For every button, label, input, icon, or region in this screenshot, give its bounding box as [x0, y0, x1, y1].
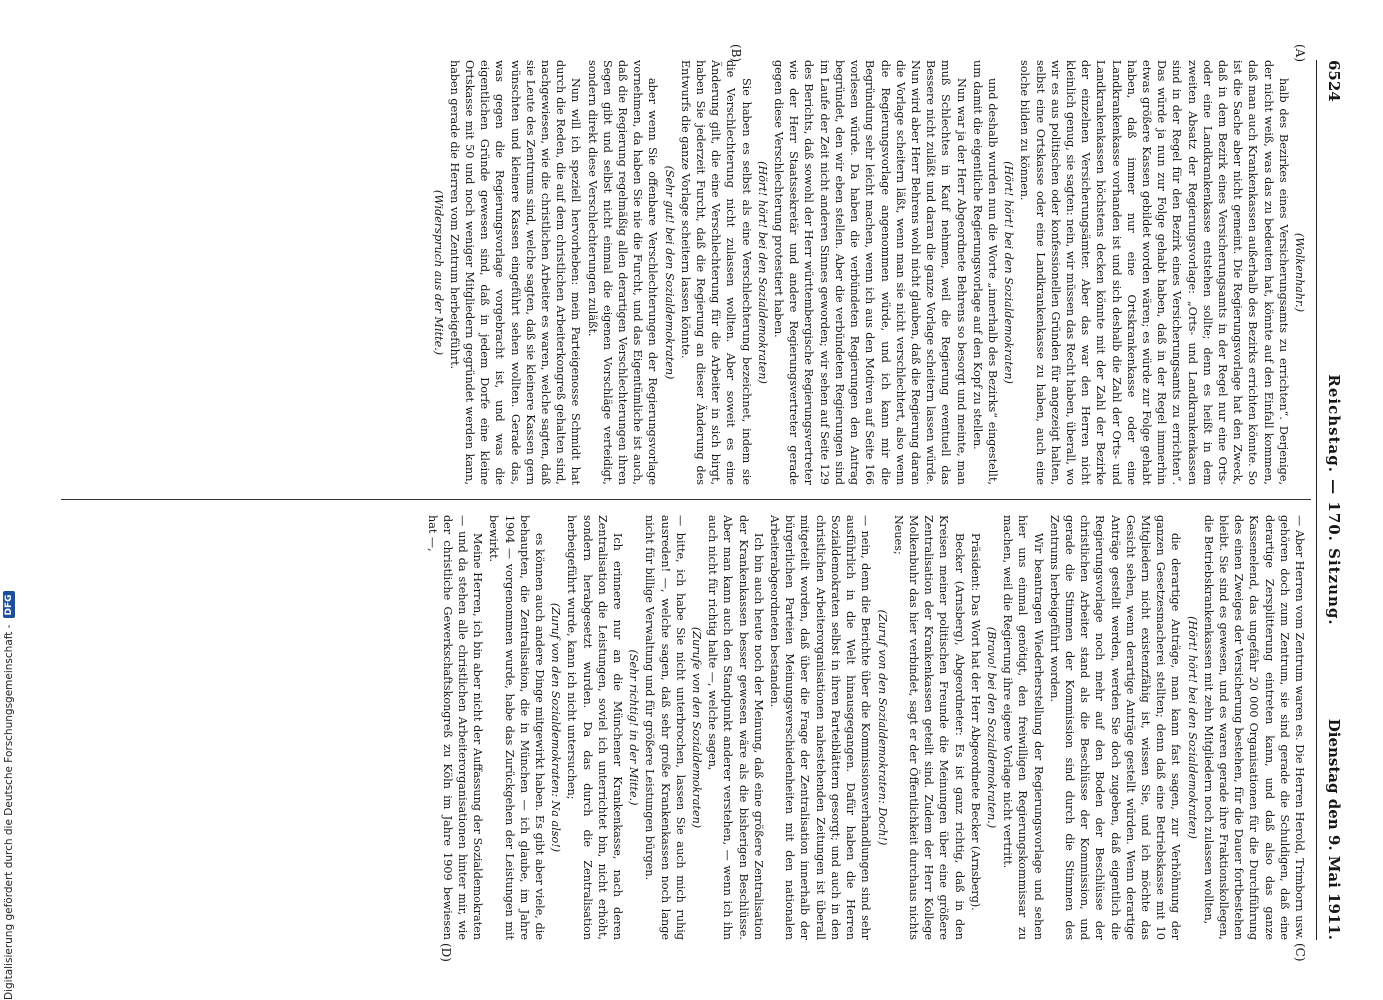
paragraph: Ich bin auch heute noch der Meinung, daß eine größere Zentralisation der Krankenkassen besser gewesen wäre als die bisherigen Beschlüsse. Aber man kann auch den Standpunkt anderer verstehen, — wenn ich ihn auch nicht für richtig halte —, welche sagen,: [706, 515, 765, 940]
session-date: Dienstag den 9. Mai 1911.: [1325, 718, 1343, 940]
left-column: [67, 60, 1307, 485]
paragraph: Meine Herren, ich bin aber nicht der Auffassung der Sozialdemokraten — und da stehen alle christlichen Arbeiterorganisationen hinter mir, wie der christliche Gewerkschaftskongreß zu Köln im Jahre 1909 bewiesen hat —,: [425, 515, 485, 940]
paragraph: (Zuruf von den Sozialdemokraten: Doch!): [875, 609, 889, 846]
paragraph: (Sehr gut! bei den Sozialdemokraten): [662, 165, 676, 380]
paragraph: die derartige Anträge, man kann fast sagen, zur Verhöhnung der ganzen Gesetzesmacherei stellten; denn daß eine Betriebskasse mit 10 Mitgliedern nicht existenzfähig ist, wissen Sie, und ich möchte das Gesicht sehen, wenn derartige Anträge gestellt würden. Wenn derartige Anträge gestellt werden, werden Sie doch zugeben, daß eigentlich die Regierungsvorlage noch mehr auf den Boden der Beschlüsse der christlichen Arbeiter stand als die Beschlüsse der Kommission, und gerade die Stimmen der Kommission sind durch die Stimmen des Zentrums herbeigeführt worden.: [1047, 515, 1183, 940]
paragraph: (Hört! hört! bei den Sozialdemokraten): [755, 161, 769, 384]
paragraph: (Bravo! bei den Sozialdemokraten.): [984, 626, 998, 829]
paragraph: (Hört! hört! bei den Sozialdemokraten): [1185, 616, 1199, 839]
page-number: 6524: [1325, 60, 1343, 102]
paragraph: aber wenn Sie offenbare Verschlechterungen der Regierungsvorlage vornehmen, da haben Sie nie die Furcht, und das Eigentümliche ist auch, daß die Regierung regelmäßig allen derartigen Verschlechterungen ihren Segen gibt und selbst nicht einmal die eigenen Vorschläge verteidigt, sondern direkt diese Verschlechterungen zuläßt.: [585, 60, 660, 485]
paragraph: es können auch andere Dinge mitgewirkt haben. Es gibt aber viele, die behaupten, die Zentralisation, die in München — ich glaube, im Jahre 1904 — vorgenommen wurde, habe das Zurückgehen der Leistungen mit bewirkt.: [487, 515, 547, 940]
paragraph: Ich erinnere nur an die Münchener Krankenkasse, nach deren Zentralisation die Leistungen, soviel ich unterrichtet bin, nicht erhöht, sondern herabgesetzt wurden. Da das durch die Zentralisation herbeigeführt wurde, kann ich nicht untersuchen;: [565, 515, 625, 940]
paragraph: (Hört! hört! bei den Sozialdemokraten): [1002, 161, 1016, 384]
dfg-logo: DFG: [3, 591, 15, 618]
paragraph: halb des Bezirkes eines Versicherungsamts zu errichten“. Derjenige, der nicht weiß, was das zu bedeuten hat, könnte auf den Einfall kommen, daß man auch Krankenkassen außerhalb des Bezirks errichten könnte. So ist die Sache aber nicht gemeint. Die Regierungsvorlage hat den Zweck, daß in dem Bezirk eines Versicherungsamts in der Regel nur eine Orts- oder eine Landkrankenkasse entstehen sollte; denn es heißt in dem zweiten Absatz der Regierungsvorlage: „Orts- und Landkrankenkassen sind in der Regel für den Bezirk eines Versicherungsamts zu errichten“. Das würde ja nun zur Folge gehabt haben, daß in der Regel immerhin etwas größere Kassen gebildet worden wären; es würde zur Folge gehabt haben, daß immer nur eine Ortskrankenkasse oder eine Landkrankenkasse vorhanden ist und sich deshalb die Zahl der Orts- und Landkrankenkassen höchstens decken könnte mit der Zahl der Bezirke der einzelnen Versicherungsämter. Aber das war den Herren nicht kleinlich genug, sie sagten: nein, wir müssen das Recht haben, überall, wo wir es aus politischen oder konfessionellen Gründen für angezeigt halten, selbst eine Ortskasse oder eine Landkrankenkasse zu haben, auch eine solche bilden zu können.: [1018, 60, 1290, 485]
margin-marker-a: (A): [1293, 44, 1307, 63]
margin-marker-d: (D): [439, 943, 453, 962]
paragraph: (Zuruf von den Sozialdemokraten: Na also!): [549, 602, 563, 853]
paragraph: Nun war ja der Herr Abgeordnete Behrens so besorgt und meinte, man muß Schlechtes in Kauf nehmen, weil die Regierung eventuell das Bessere nicht zuläßt und daran die ganze Vorlage scheitern lassen würde. Nun wird aber Herr Behrens wohl nicht glauben, daß die Regierung daran die Vorlage scheitern läßt, wenn man sie nicht verschlechtert, also wenn die Regierungsvorlage angenommen würde, und ich kann mir die Begründung sehr leicht machen, wenn ich aus den Motiven auf Seite 166 vorlesen würde. Da haben die verbündeten Regierungen den Antrag begründet, den wir eben stellen. Aber die verbündeten Regierungen sind im Laufe der Zeit nicht anderen Sinnes geworden; wir sehen auf Seite 129 des Berichts, daß sowohl der Herr württembergische Regierungsvertreter wie der Herr Staatssekretär und andere Regierungsvertreter gerade gegen diese Verschlechterung protestiert haben.: [772, 60, 968, 485]
footer-text: Digitalisierung gefördert durch die Deutsche Forschungsgemeinschaft -: [3, 624, 15, 1000]
page-title: Reichstag. — 170. Sitzung.: [1325, 374, 1343, 626]
paragraph: Wir beantragen Wiederherstellung der Regierungsvorlage und sehen hier uns einmal genötigt, den freiwilligen Regierungskommissar zu machen, weil die Regierung ihre eigene Vorlage nicht vertritt.: [1001, 515, 1045, 940]
digitization-footer: [2, 594, 16, 1000]
paragraph: und deshalb wurden nun die Worte „innerhalb des Bezirks“ eingestellt, um damit die eigentliche Regierungsvorlage auf den Kopf zu stellen.: [970, 60, 999, 485]
paragraph: — Aber Herren vom Zentrum waren es. Die Herren Herold, Trimborn usw. gehören doch zum Zentrum, sie sind gerade die Schuldigen, daß eine derartige Zersplitterung eintreten kann, und daß also das ganze Kassenelend, das ungefähr 20 000 Organisationen für die Durchführung des einen Zweiges der Versicherung bestehen, für die Dauer fortbestehen bleibt. Sie sind es gewesen, und es waren gerade ihre Fraktionskollegen, die Betriebskrankenkassen mit zehn Mitgliedern noch zulassen wollten,: [1201, 515, 1306, 940]
header-rule: [1316, 60, 1317, 940]
paragraph: (Zurufe von den Sozialdemokraten): [690, 626, 704, 829]
paragraph: Präsident: Das Wort hat der Herr Abgeordnete Becker (Arnsberg).: [968, 533, 982, 911]
paragraph: (Widerspruch aus der Mitte.): [431, 189, 445, 356]
paragraph: (Sehr richtig! in der Mitte.): [627, 649, 641, 806]
right-column: [67, 515, 1307, 940]
paragraph: — nein, denn die Berichte über die Kommissionsverhandlungen sind sehr ausführlich in die Welt hinausgegangen. Dafür haben die Herren Sozialdemokraten selbst in ihren Parteiblättern gesorgt; und auch in den christlichen Arbeiterorganisationen nahestehenden Zeitungen ist überall mitgeteilt worden, daß über die Frage der Zentralisation innerhalb der bürgerlichen Parteien Meinungsverschiedenheiten mit den nationalen Arbeiterabgeordneten bestanden.: [768, 515, 873, 940]
paragraph: — bitte, ich habe Sie nicht unterbrochen, lassen Sie auch mich ruhig ausreden! —, welche sagen, daß sehr große Krankenkassen noch lange nicht für billige Verwaltung und für größere Leistungen bürgen.: [643, 515, 687, 940]
column-divider: [61, 499, 1311, 500]
paragraph: Nun will ich speziell hervorheben: mein Parteigenosse Schmidt hat durch die Reden, die auf dem christlichen Arbeiterkongreß gehalten sind, nachgewiesen, wie die christlichen Arbeiter es waren, welche sagten, daß sie Leute des Zentrums sind, welche sagten, daß sie kleinere Kassen gern wünschten und kleinere Kassen eingeführt sehen wollten. Gerade das, was gegen die Regierungsvorlage vorgebracht ist, und was die eigentlichen Gründe gewesen sind, daß in jedem Dorfe eine kleine Ortskasse mit 50 und noch weniger Mitgliedern gegründet werden kann, haben gerade die Herren vom Zentrum herbeigeführt.: [447, 60, 583, 485]
margin-marker-c: (C): [1293, 943, 1307, 962]
paragraph: (Wolkenhahr.): [1293, 232, 1306, 313]
paragraph: Sie haben es selbst als eine Verschlechterung bezeichnet, indem sie die Verschlechterung nicht zulassen wollten. Aber soweit es eine Änderung gilt, die eine Verschlechterung für die Arbeiter in sich birgt, haben Sie jederzeit Furcht, daß die Regierung an dieser Änderung des Entwurfs die ganze Vorlage scheitern lassen könnte.: [678, 60, 753, 485]
page-header: [1321, 60, 1343, 940]
paragraph: Becker (Arnsberg), Abgeordneter: Es ist ganz richtig, daß in den Kreisen meiner politischen Freunde die Meinungen über eine größere Zentralisation der Krankenkassen geteilt sind. Zudem der Herr Kollege Molkenbuhr das hier verbindet, sagt er der Öffentlichkeit durchaus nichts Neues;: [891, 515, 966, 940]
margin-marker-b: (B): [729, 44, 743, 63]
